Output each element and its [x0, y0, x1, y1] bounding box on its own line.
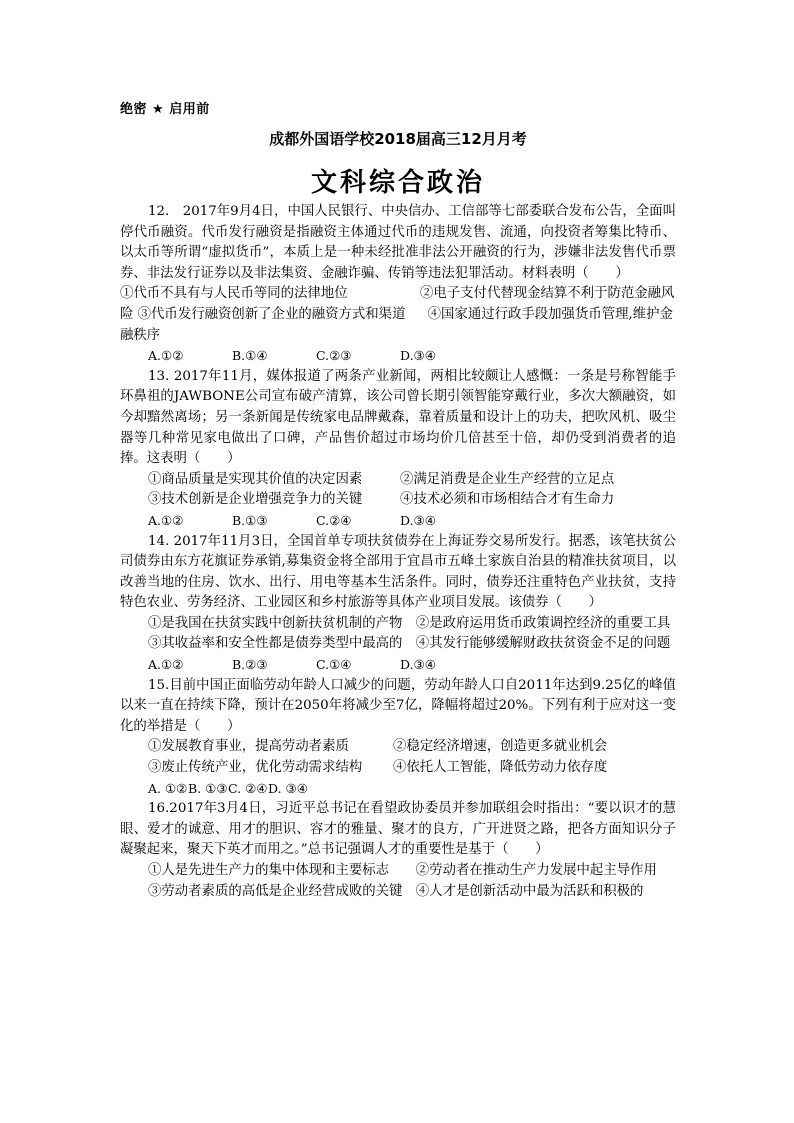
- option-row: [120, 737, 676, 758]
- question-stem: 12. 2017年9月4日，中国人民银行、中央信办、工信部等七部委联合发布公告，全面叫停代币融资。代币发行融资是指融资主体通过代币的违规发售、流通，向投资者筹集比特币、以太币等所谓“虚拟货币”，本质上是一种未经批准非法公开融资的行为，涉嫌非法发售代币票券、非法发行证券以及非法集资、金融诈骗、传销等违法犯罪活动。材料表明（ ）: [120, 204, 676, 281]
- answer-choices: [120, 779, 676, 800]
- subject-title: 文科综合政治: [310, 168, 485, 198]
- choice: A.①②: [148, 348, 184, 364]
- option: ①发展教育事业，提高劳动者素质: [148, 739, 349, 755]
- choice: B. ①③: [188, 780, 228, 796]
- question-12: [120, 202, 676, 367]
- answer-choices: [120, 655, 676, 676]
- option: ④依托人工智能，降低劳动力依存度: [393, 760, 608, 776]
- question-15: [120, 676, 676, 800]
- option-row: [120, 490, 676, 511]
- option: ①代币不具有与人民币等同的法律地位: [120, 286, 348, 302]
- option: ③废止传统产业，优化劳动需求结构: [148, 760, 363, 776]
- confidential-label: 绝密 ★ 启用前: [120, 102, 210, 117]
- question-stem: 13. 2017年11月，媒体报道了两条产业新闻，两相比较颇让人感慨：一条是号称智能手环鼻祖的JAWBONE公司宣布破产清算，该公司曾长期引领智能穿戴行业，多次大额融资，如今却黯然离场；另一条新闻是传统家电品牌戴森，靠着质量和设计上的功夫，把吹风机、吸尘器等几种常见家电做出了口碑，产品售价超过市场均价几倍甚至十倍，却仍受到消费者的追捧。这表明（ ）: [120, 368, 676, 467]
- choice: C.②③: [316, 348, 352, 364]
- question-16: [120, 799, 676, 902]
- questions: [120, 202, 676, 902]
- choice: A.①②: [148, 512, 184, 528]
- question-14: [120, 532, 676, 676]
- choice: D.③④: [400, 657, 436, 673]
- option: ④技术必须和市场相结合才有生命力: [400, 492, 615, 508]
- choice: D. ③④: [268, 780, 308, 796]
- option: ②电子支付代替现金结算不利于防范金融风险: [120, 286, 675, 322]
- question-13: [120, 367, 676, 532]
- option: ②满足消费是企业生产经营的立足点: [400, 471, 615, 487]
- choice: D.③④: [400, 512, 436, 528]
- option: ①商品质量是实现其价值的决定因素: [148, 471, 363, 487]
- option: ③其收益率和安全性都是债券类型中最高的 ④其发行能够缓解财政扶贫资金不足的问题: [148, 636, 671, 652]
- answer-choices: [120, 346, 676, 367]
- option: ③代币发行融资创新了企业的融资方式和渠道: [137, 306, 406, 322]
- option: ③技术创新是企业增强竞争力的关键: [148, 492, 363, 508]
- choice: C.①④: [316, 657, 352, 673]
- choice: A.①②: [148, 657, 184, 673]
- question-stem: 15.目前中国正面临劳动年龄人口减少的问题，劳动年龄人口自2011年达到9.25亿的峰值以来一直在持续下降，预计在2050年将减少至7亿，降幅将超过20%。下列有利于应对这一变化的举措是（ ）: [120, 677, 676, 734]
- option: ①是我国在扶贫实践中创新扶贫机制的产物 ②是政府运用货币政策调控经济的重要工具: [148, 615, 671, 631]
- option-row: [120, 758, 676, 779]
- choice: C.②④: [316, 512, 352, 528]
- choice: A. ①②: [148, 780, 188, 796]
- question-stem: 14. 2017年11月3日，全国首单专项扶贫债券在上海证券交易所发行。据悉，该笔扶贫公司债券由东方花旗证券承销,募集资金将全部用于宜昌市五峰土家族自治县的精准扶贫项目，以改善当地的住房、饮水、出行、用电等基本生活条件。同时，债券还注重特色产业扶贫，支持特色农业、劳务经济、工业园区和乡村旅游等具体产业项目发展。该债券（ ）: [120, 533, 676, 611]
- choice: D.③④: [400, 348, 436, 364]
- exam-title: 成都外国语学校2018届高三12月月考: [269, 130, 527, 148]
- choice: C. ②④: [228, 780, 268, 796]
- option-row: [120, 470, 676, 491]
- question-stem: 16.2017年3月4日，习近平总书记在看望政协委员并参加联组会时指出：“要以识才的慧眼、爱才的诚意、用才的胆识、容才的雅量、聚才的良方，广开进贤之路，把各方面知识分子凝聚起来，聚天下英才而用之。”总书记强调人才的重要性是基于（ ）: [120, 801, 676, 858]
- choice: B.①③: [232, 512, 268, 528]
- answer-choices: [120, 511, 676, 532]
- option: ④国家通过行政手段加强货币管理,维护金融秩序: [120, 306, 673, 343]
- choice: B.②③: [232, 657, 268, 673]
- option: ③劳动者素质的高低是企业经营成败的关键 ④人才是创新活动中最为活跃和积极的: [148, 883, 644, 899]
- choice: B.①④: [232, 348, 268, 364]
- option: ①人是先进生产力的集中体现和主要标志 ②劳动者在推动生产力发展中起主导作用: [148, 863, 657, 878]
- option: ②稳定经济增速，创造更多就业机会: [393, 739, 608, 755]
